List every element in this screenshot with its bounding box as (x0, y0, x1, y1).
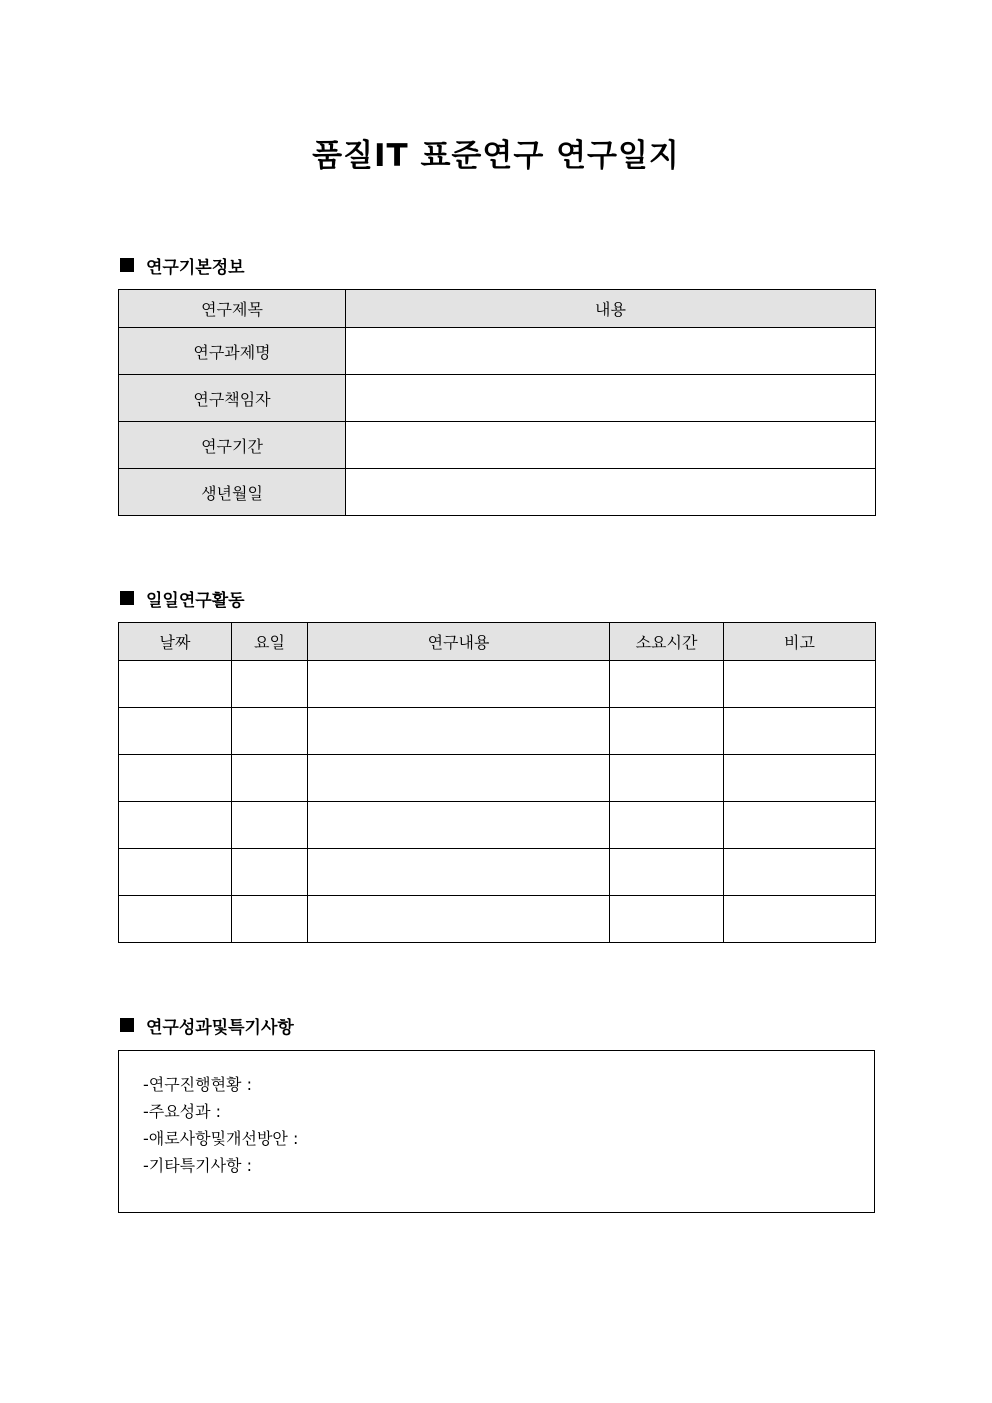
table-row (119, 849, 876, 896)
remarks-cell[interactable] (724, 896, 876, 943)
remarks-cell[interactable] (724, 802, 876, 849)
research-period-field[interactable] (346, 422, 876, 469)
content-cell[interactable] (308, 802, 610, 849)
content-cell[interactable] (308, 896, 610, 943)
date-cell[interactable] (119, 661, 232, 708)
results-notes-box[interactable] (118, 1050, 875, 1213)
content-cell[interactable] (308, 708, 610, 755)
column-header-date: 날짜 (119, 623, 232, 661)
column-header-content: 연구내용 (308, 623, 610, 661)
black-square-icon (120, 258, 134, 272)
section-heading-daily-activity (120, 586, 245, 610)
table-header-row (119, 623, 876, 661)
lead-researcher-field[interactable] (346, 375, 876, 422)
table-row (119, 469, 876, 516)
section-heading-basic-info (120, 253, 245, 277)
row-label-birth-date: 생년월일 (119, 469, 346, 516)
date-cell[interactable] (119, 896, 232, 943)
table-row (119, 896, 876, 943)
day-cell[interactable] (232, 802, 308, 849)
content-cell[interactable] (308, 849, 610, 896)
black-square-icon (120, 1018, 134, 1032)
table-row (119, 422, 876, 469)
remarks-cell[interactable] (724, 755, 876, 802)
table-row (119, 708, 876, 755)
header-cell-content: 내용 (346, 290, 876, 328)
day-cell[interactable] (232, 849, 308, 896)
table-header-row (119, 290, 876, 328)
date-cell[interactable] (119, 708, 232, 755)
day-cell[interactable] (232, 896, 308, 943)
list-item-issues-improvements: -애로사항및개선방안 : (143, 1129, 299, 1148)
table-row (119, 375, 876, 422)
section-heading-label: 연구기본정보 (146, 257, 245, 278)
date-cell[interactable] (119, 755, 232, 802)
project-name-field[interactable] (346, 328, 876, 375)
remarks-cell[interactable] (724, 661, 876, 708)
remarks-cell[interactable] (724, 708, 876, 755)
document-title: 품질IT 표준연구 연구일지 (312, 138, 680, 174)
table-row (119, 661, 876, 708)
day-cell[interactable] (232, 708, 308, 755)
table-row (119, 802, 876, 849)
section-heading-results (120, 1013, 294, 1037)
basic-info-table (118, 289, 876, 516)
duration-cell[interactable] (610, 802, 724, 849)
column-header-day: 요일 (232, 623, 308, 661)
row-label-research-period: 연구기간 (119, 422, 346, 469)
list-item-progress: -연구진행현황 : (143, 1075, 252, 1094)
column-header-remarks: 비고 (724, 623, 876, 661)
section-heading-label: 일일연구활동 (146, 590, 245, 611)
day-cell[interactable] (232, 661, 308, 708)
content-cell[interactable] (308, 755, 610, 802)
duration-cell[interactable] (610, 896, 724, 943)
row-label-project-name: 연구과제명 (119, 328, 346, 375)
birth-date-field[interactable] (346, 469, 876, 516)
duration-cell[interactable] (610, 708, 724, 755)
daily-activity-table (118, 622, 876, 943)
date-cell[interactable] (119, 849, 232, 896)
date-cell[interactable] (119, 802, 232, 849)
black-square-icon (120, 591, 134, 605)
table-row (119, 328, 876, 375)
results-list (143, 1071, 298, 1179)
remarks-cell[interactable] (724, 849, 876, 896)
duration-cell[interactable] (610, 755, 724, 802)
header-cell-label: 연구제목 (119, 290, 346, 328)
list-item-key-results: -주요성과 : (143, 1102, 222, 1121)
duration-cell[interactable] (610, 661, 724, 708)
list-item-other-notes: -기타특기사항 : (143, 1156, 252, 1175)
duration-cell[interactable] (610, 849, 724, 896)
content-cell[interactable] (308, 661, 610, 708)
table-row (119, 755, 876, 802)
column-header-duration: 소요시간 (610, 623, 724, 661)
section-heading-label: 연구성과및특기사항 (146, 1017, 294, 1038)
row-label-lead-researcher: 연구책임자 (119, 375, 346, 422)
day-cell[interactable] (232, 755, 308, 802)
